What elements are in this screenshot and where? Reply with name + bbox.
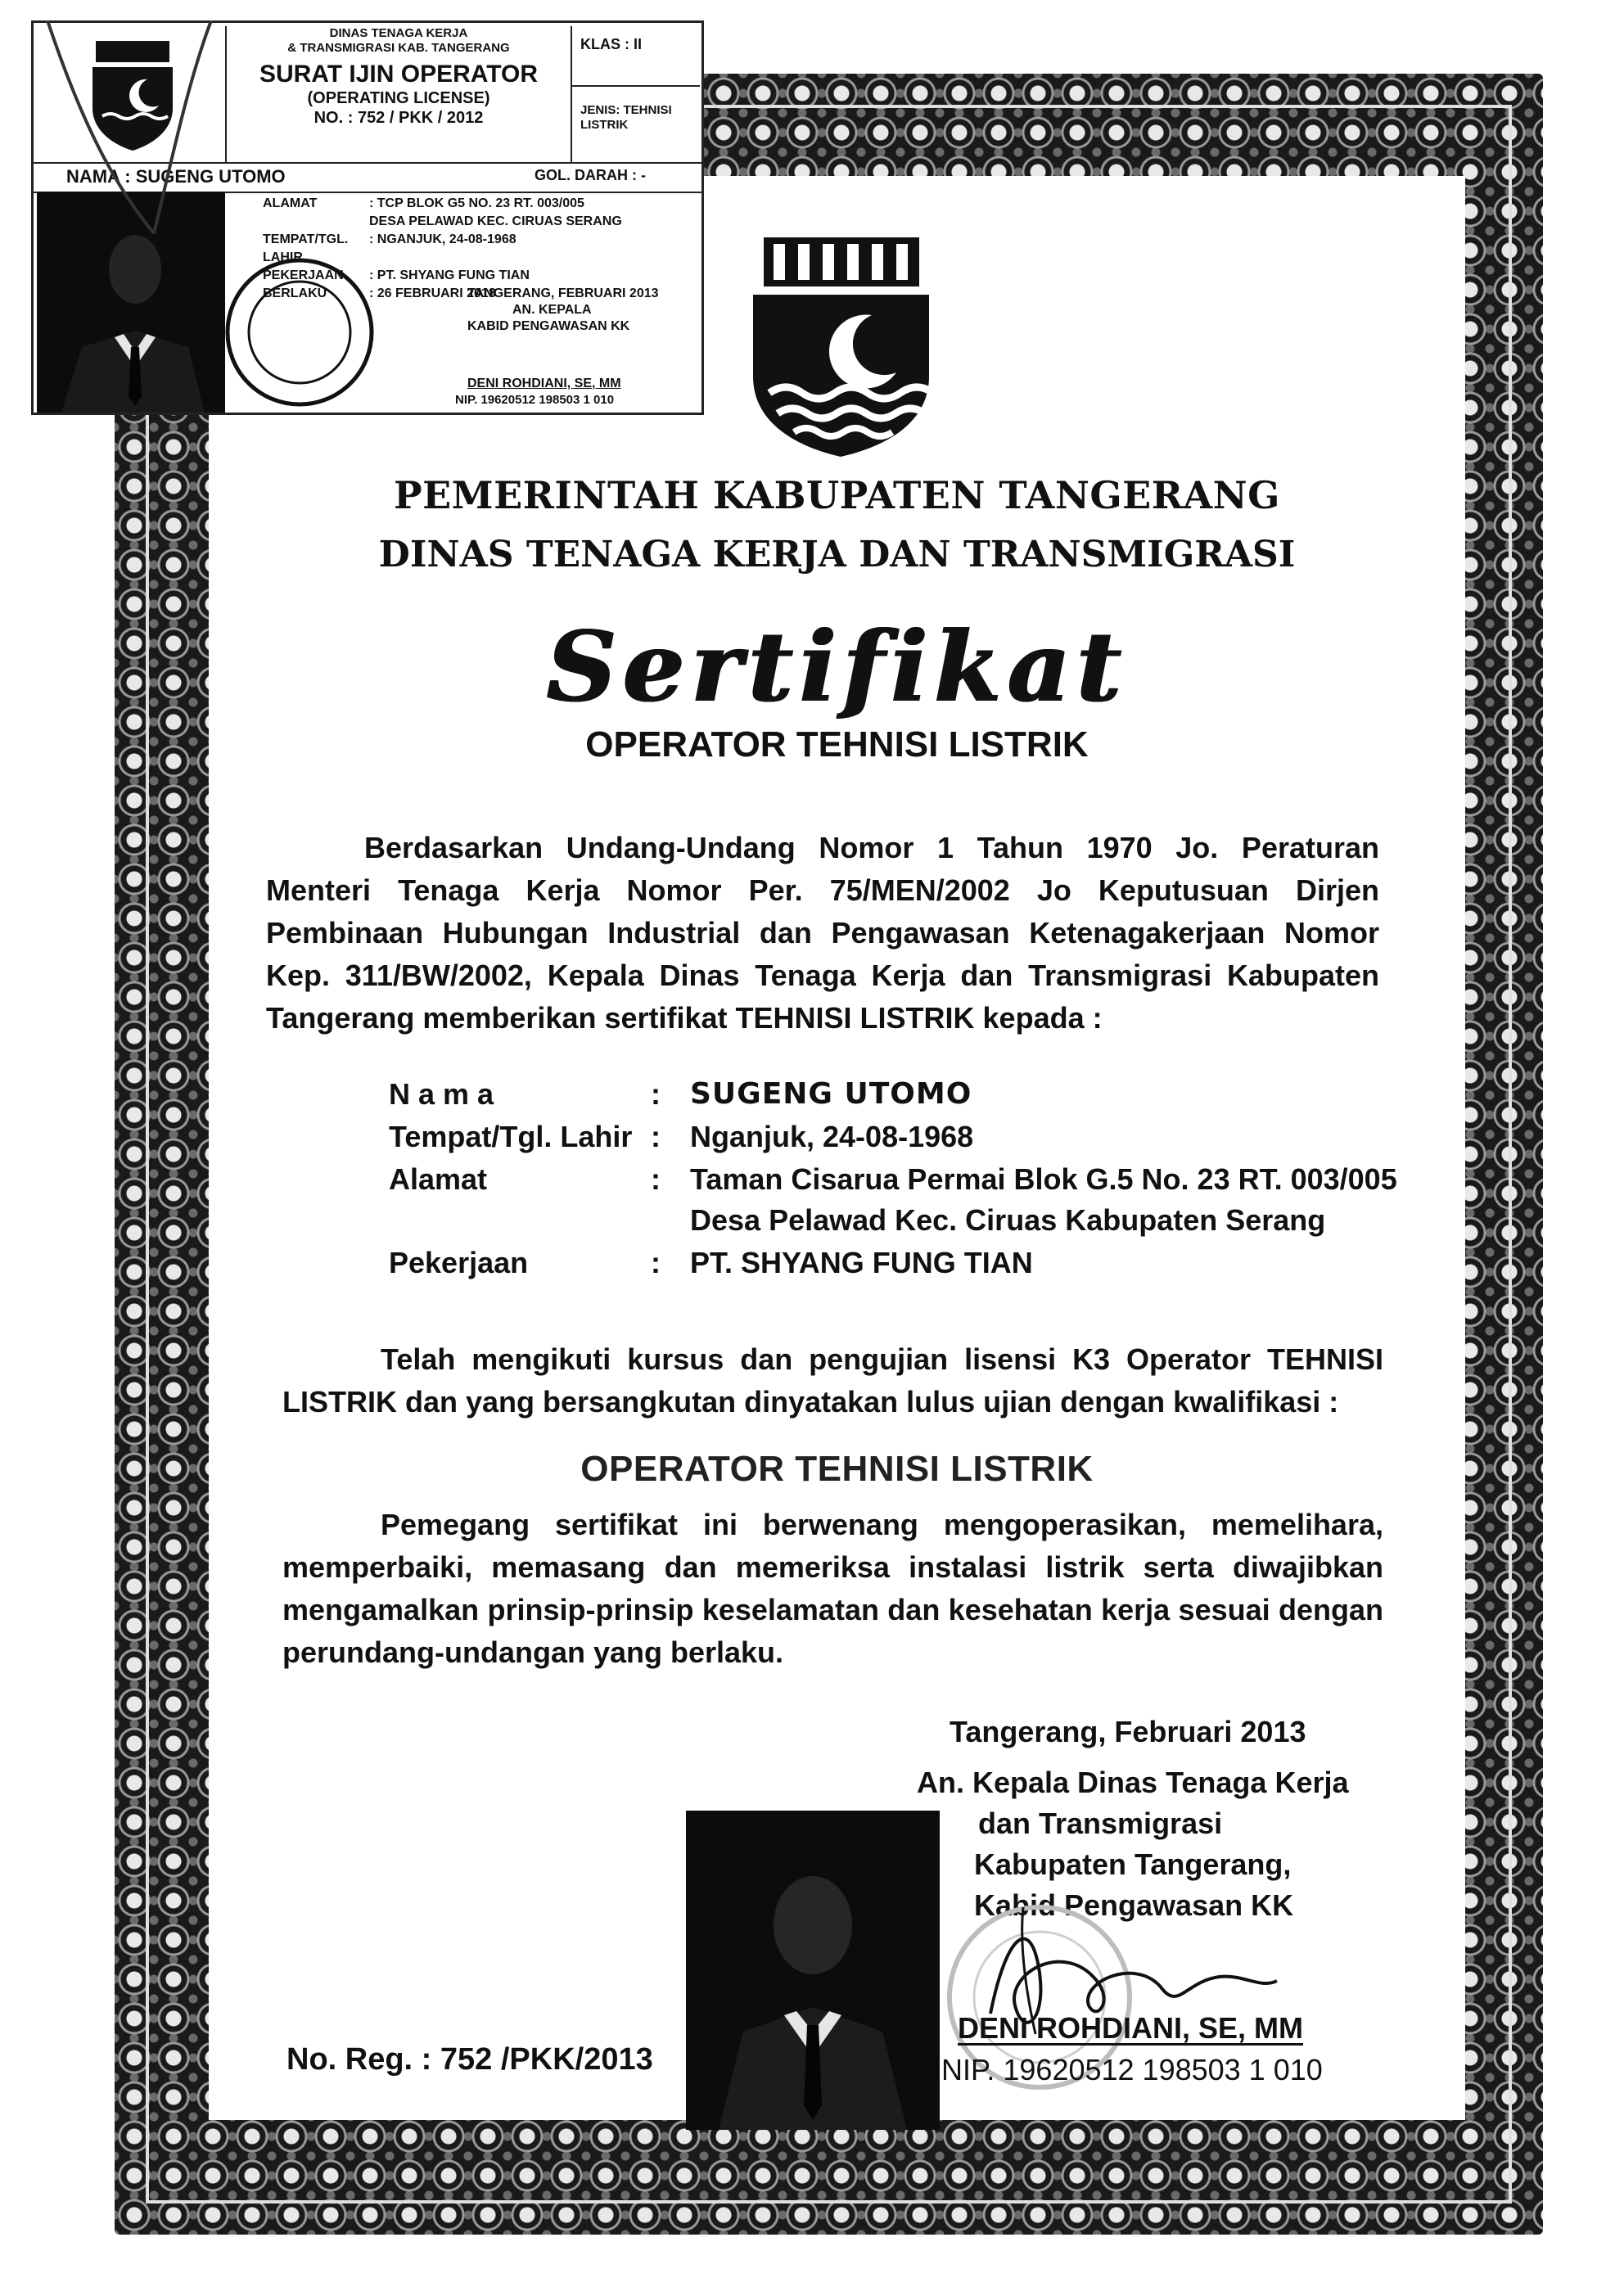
- registration-number: No. Reg. : 752 /PKK/2013: [286, 2042, 653, 2077]
- signature-place-date: Tangerang, Februari 2013: [950, 1715, 1306, 1748]
- address-value: [690, 1159, 1412, 1241]
- card-birth-label: TEMPAT/TGL. LAHIR: [263, 232, 349, 264]
- card-blood-type: GOL. DARAH : -: [535, 167, 646, 183]
- card-header: [227, 26, 572, 167]
- department-title: DINAS TENAGA KERJA DAN TRANSMIGRASI: [378, 534, 1296, 575]
- card-address-line-1: : TCP BLOK G5 NO. 23 RT. 003/005: [369, 196, 584, 210]
- card-birth-value: : NGANJUK, 24-08-1968: [369, 232, 517, 246]
- regency-crest-icon: [749, 237, 933, 458]
- detail-row-address: [389, 1159, 1412, 1241]
- course-paragraph: Telah mengikuti kursus dan pengujian lisensi K3 Operator TEHNISI LISTRIK dan yang bersangkutan dinyatakan lulus ujian dengan kwalifikasi :: [282, 1342, 1383, 1419]
- authority-paragraph: Pemegang sertifikat ini berwenang mengoperasikan, memelihara, memperbaiki, memasang dan memeriksa instalasi listrik serta diwajibkan mengamalkan prinsip-prinsip keselamatan dan kesehatan kerja sesuai dengan perundang-undangan yang berlaku.: [282, 1508, 1383, 1669]
- government-title: PEMERINTAH KABUPATEN TANGERANG: [394, 473, 1280, 517]
- colon: :: [651, 1077, 661, 1111]
- detail-row-work: [389, 1243, 1412, 1283]
- detail-row-birth: [389, 1116, 1412, 1157]
- recipient-details: [389, 1074, 1412, 1285]
- address-line-1: Taman Cisarua Permai Blok G.5 No. 23 RT. 003/005: [690, 1162, 1397, 1196]
- card-title: SURAT IJIN OPERATOR: [259, 61, 539, 88]
- signature-role-line-1: An. Kepala Dinas Tenaga Kerja: [917, 1766, 1349, 1799]
- birth-label: Tempat/Tgl. Lahir: [389, 1120, 633, 1153]
- card-sign-date: TANGERANG, FEBRUARI 2013: [467, 286, 659, 300]
- card-number: NO. : 752 / PKK / 2012: [314, 109, 484, 127]
- signature-role-line-2: dan Transmigrasi: [978, 1807, 1223, 1840]
- card-subtitle: (OPERATING LICENSE): [307, 89, 490, 107]
- card-validity-value: : 26 FEBRUARI 2018: [369, 286, 496, 300]
- person-portrait-icon: [686, 1811, 940, 2130]
- operator-license-card: [31, 20, 704, 415]
- detail-row-name: [389, 1074, 1412, 1115]
- card-stamp-icon: [222, 250, 410, 414]
- card-header-line-1: DINAS TENAGA KERJA: [329, 26, 468, 40]
- signatory-name: DENI ROHDIANI, SE, MM: [958, 2011, 1304, 2045]
- certificate-subtitle: OPERATOR TEHNISI LISTRIK: [585, 724, 1089, 765]
- card-header-line-2: & TRANSMIGRASI KAB. TANGERANG: [287, 41, 510, 55]
- intro-paragraph: Berdasarkan Undang-Undang Nomor 1 Tahun 1970 Jo. Peraturan Menteri Tenaga Kerja Nomor Per. 75/MEN/2002 Jo Keputusuan Dirjen Pembinaan Hubungan Industrial dan Pengawasan Ketenagakerjaan Nomor Kep. 311/BW/2002, Kepala Dinas Tenaga Kerja dan Transmigrasi Kabupaten Tangerang memberikan sertifikat TEHNISI LISTRIK kepada :: [266, 831, 1379, 1035]
- card-validity-label: BERLAKU: [263, 286, 327, 300]
- card-work-value: : PT. SHYANG FUNG TIAN: [369, 268, 530, 282]
- card-sign-role-1: AN. KEPALA: [512, 303, 592, 317]
- card-address-label: ALAMAT: [263, 196, 318, 210]
- card-crest-icon: [37, 26, 227, 167]
- card-address-line-2: DESA PELAWAD KEC. CIRUAS SERANG: [369, 214, 622, 228]
- signatory-nip: NIP. 19620512 198503 1 010: [941, 2053, 1323, 2086]
- qualification-title: OPERATOR TEHNISI LISTRIK: [580, 1449, 1094, 1489]
- card-type: JENIS: TEHNISI LISTRIK: [580, 103, 672, 132]
- colon: :: [651, 1246, 661, 1279]
- card-class: KLAS : II: [572, 26, 700, 87]
- card-sign-role-2: KABID PENGAWASAN KK: [467, 319, 630, 333]
- card-signatory-name: DENI ROHDIANI, SE, MM: [467, 377, 621, 390]
- name-value: SUGENG UTOMO: [690, 1077, 972, 1111]
- work-label: Pekerjaan: [389, 1246, 529, 1279]
- card-holder-name: NAMA : SUGENG UTOMO: [66, 166, 286, 187]
- recipient-photo: [686, 1811, 940, 2130]
- card-holder-photo: [37, 192, 225, 413]
- name-label: N a m a: [389, 1077, 494, 1111]
- card-row-address-2: [263, 213, 697, 231]
- signature-role-line-4: Kabid Pengawasan KK: [974, 1888, 1294, 1922]
- card-signatory-nip: NIP. 19620512 198503 1 010: [455, 393, 615, 407]
- card-work-label: PEKERJAAN: [263, 268, 344, 282]
- work-value: PT. SHYANG FUNG TIAN: [690, 1246, 1033, 1279]
- card-row-address: [263, 195, 697, 213]
- card-name-bar: [34, 162, 701, 193]
- birth-value: Nganjuk, 24-08-1968: [690, 1120, 974, 1153]
- signature-role-line-3: Kabupaten Tangerang,: [974, 1847, 1292, 1881]
- address-line-2: Desa Pelawad Kec. Ciruas Kabupaten Serang: [690, 1203, 1326, 1237]
- address-label: Alamat: [389, 1162, 488, 1196]
- card-classification: [572, 26, 700, 167]
- card-spacer: [263, 213, 369, 231]
- person-portrait-icon: [37, 192, 225, 413]
- certificate-heading: Sertifikat: [546, 610, 1128, 724]
- colon: :: [651, 1162, 661, 1196]
- colon: :: [651, 1120, 661, 1153]
